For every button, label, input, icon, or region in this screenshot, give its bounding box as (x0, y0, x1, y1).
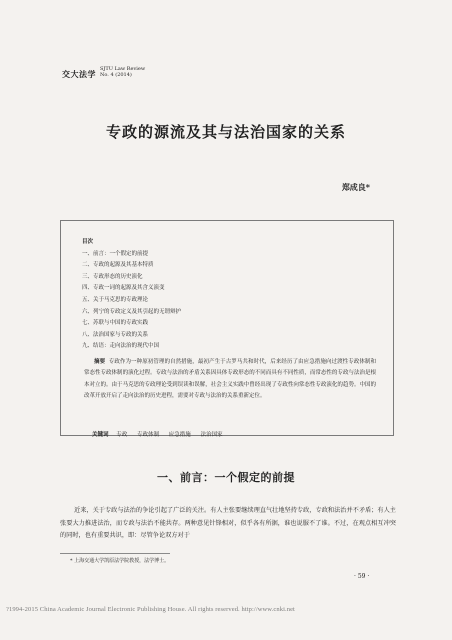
keyword: 专政体制 (137, 432, 160, 438)
keywords-label: 关键词 (92, 432, 109, 438)
toc-item: 八、法治国家与专政的关系 (82, 331, 149, 338)
toc-item: 三、专政形态的历史演化 (82, 273, 143, 280)
page-number: · 59 · (354, 573, 370, 580)
journal-meta-line2: No. 4 (2014) (100, 72, 132, 78)
footnote: * 上海交通大学凯原法学院教授，法学博士。 (70, 558, 170, 564)
table-of-contents (82, 237, 181, 353)
keyword: 专政 (116, 432, 128, 438)
section-heading: 一、前言：一个假定的前提 (157, 471, 295, 484)
abstract (84, 357, 376, 403)
abstract-text: 专政作为一种原初管理的自然措施，最初产生于古罗马共和时代，后来经历了由应急措施向过渡性专政体制和常态性专政体制的演化过程。专政与法治的矛盾关系因具体专政形态的不同而具有不同性质，而常态性的专政与法治是根本对立的。由于马克思的专政理论受到误读和误解，社会主义实践中曾经出现了专政性向常态性专政演化的趋势。中国的改革开放开启了走向法治的历史进程，需要对专政与法治的关系重新定位。 (84, 359, 376, 400)
toc-item: 五、关于马克思的专政理论 (82, 296, 149, 303)
toc-item: 七、苏联与中国的专政实践 (82, 320, 149, 327)
journal-name: 交大法学 (62, 69, 96, 79)
toc-item: 一、前言：一个假定的前提 (82, 250, 149, 257)
article-title: 专政的源流及其与法治国家的关系 (105, 123, 346, 141)
journal-meta (100, 66, 145, 78)
toc-item: 二、专政的起源及其基本特质 (82, 262, 154, 269)
keyword: 应急措施 (168, 432, 191, 438)
toc-item: 四、专政一词的起源及其含义演变 (82, 285, 165, 292)
copyright-line: ?1994-2015 China Academic Journal Electronic Publishing House. All rights reserved. http://www.cnki.net (6, 606, 295, 613)
abstract-label: 摘要 (94, 359, 106, 365)
body-paragraph: 近来，关于专政与法治的争论引起了广泛的关注。有人主张要继续理直气壮地坚持专政，专政和法治并不矛盾；有人主张要大力推进法治，而专政与法治不能共存。两种意见针锋相对，似乎各有所据，谁也说服不了谁。不过，在观点相互冲突的同时，也有重要共识，即：尽管争论双方对于 (60, 507, 396, 539)
toc-item: 九、结语：走向法治的现代中国 (82, 343, 160, 350)
keyword: 法治国家 (200, 432, 223, 438)
toc-heading: 目次 (82, 239, 94, 245)
keywords (92, 430, 231, 438)
journal-meta-line1: SJTU Law Review (100, 66, 146, 72)
article-author: 郑成良* (341, 182, 370, 192)
journal-header (62, 66, 145, 80)
footnote-divider (60, 553, 170, 554)
toc-item: 六、列宁的专政定义及其引起的无谓辩护 (82, 308, 182, 315)
